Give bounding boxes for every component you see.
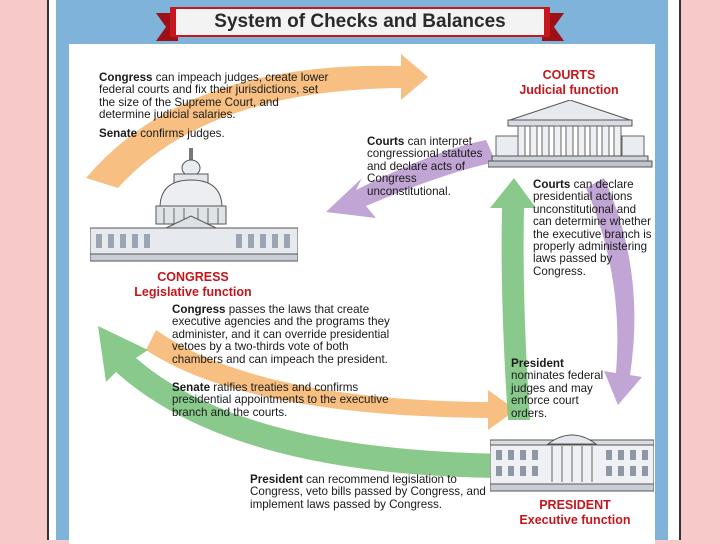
senate-on-courts-subject: Senate	[99, 127, 138, 140]
courts-name: COURTS	[542, 68, 596, 82]
supreme-court-building-icon	[488, 100, 653, 168]
congress-on-president-subject: Congress	[172, 303, 226, 316]
congress-on-courts-body: can impeach judges, create lower federal courts and fix their jurisdictions, set the size of the Supreme Court, and determine judicial salaries.	[99, 71, 329, 122]
president-on-congress-body: can recommend legislation to Congress, veto bills passed by Congress, and implement laws passed by Congress.	[250, 473, 486, 511]
president-on-courts-text	[511, 358, 617, 420]
senate-on-president-body: ratifies treaties and confirms presidential appointments to the executive branch and the courts.	[172, 381, 389, 419]
congress-on-courts-text	[99, 72, 331, 122]
page-title: System of Checks and Balances	[214, 11, 506, 32]
courts-on-president-body: can declare presidential actions unconstitutional and can determine whether the executive branch is properly administering laws passed by Congress.	[533, 178, 652, 278]
senate-on-courts-body: confirms judges.	[137, 127, 225, 140]
senate-on-courts-text	[99, 128, 331, 140]
congress-heading	[128, 270, 258, 300]
courts-function: Judicial function	[519, 83, 619, 97]
president-heading	[510, 498, 640, 528]
courts-on-congress-body: can interpret congressional statutes and declare acts of Congress unconstitutional.	[367, 135, 483, 198]
congress-on-courts-subject: Congress	[99, 71, 153, 84]
courts-on-congress-text	[367, 136, 485, 198]
president-on-congress-subject: President	[250, 473, 303, 486]
white-house-building-icon	[490, 428, 654, 492]
congress-on-president-body: passes the laws that create executive agencies and the programs they administer, and it can override presidential vetoes by a two-thirds vote of both chambers and can impeach the president.	[172, 303, 390, 366]
president-on-courts-body: nominates federal judges and may enforce court orders.	[511, 369, 604, 420]
congress-name: CONGRESS	[157, 270, 229, 284]
president-on-courts-subject: President	[511, 357, 564, 370]
courts-heading	[504, 68, 634, 98]
courts-on-president-text	[533, 179, 657, 278]
president-on-congress-text	[250, 474, 494, 511]
congress-function: Legislative function	[134, 285, 252, 299]
congress-on-president-text	[172, 304, 394, 366]
capitol-building-icon	[90, 148, 298, 262]
senate-on-president-subject: Senate	[172, 381, 211, 394]
courts-on-congress-subject: Courts	[367, 135, 405, 148]
president-function: Executive function	[519, 513, 631, 527]
slide	[47, 0, 681, 540]
president-name: PRESIDENT	[539, 498, 611, 512]
courts-on-president-subject: Courts	[533, 178, 571, 191]
diagram-frame	[56, 0, 668, 540]
senate-on-president-text	[172, 382, 394, 419]
